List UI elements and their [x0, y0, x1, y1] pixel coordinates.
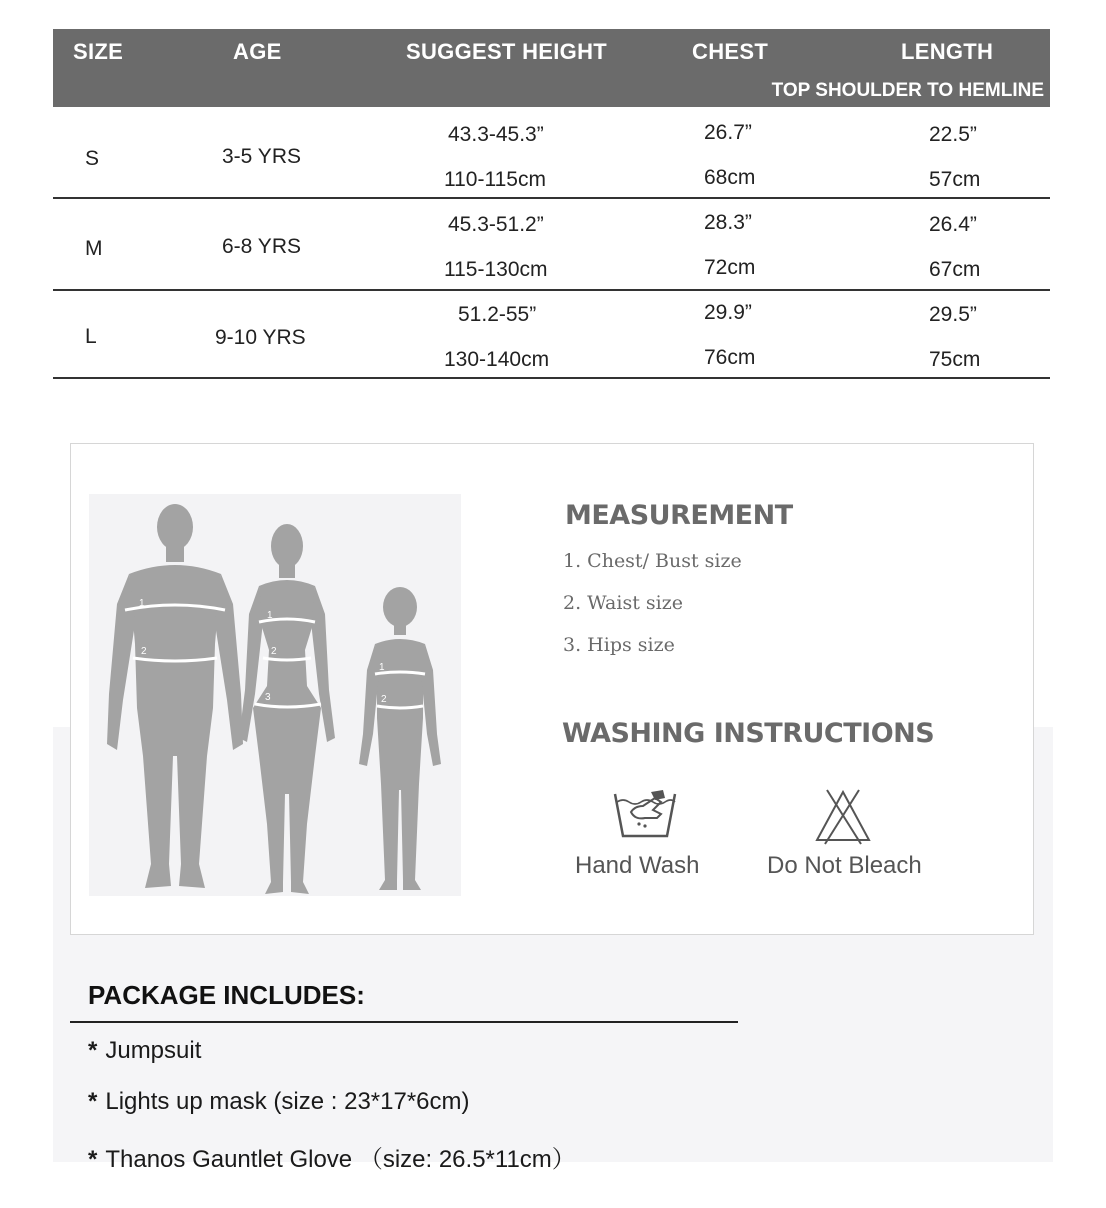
- package-title: PACKAGE INCLUDES:: [88, 980, 365, 1010]
- no-bleach-icon: [813, 788, 873, 846]
- man-figure: [107, 504, 243, 888]
- bullet-star: *: [88, 1146, 98, 1173]
- header-size: SIZE: [73, 39, 124, 64]
- measurement-item-hips: 3. Hips size: [563, 634, 675, 656]
- mark-woman-3: 3: [265, 692, 271, 703]
- woman-figure: [239, 524, 335, 894]
- mark-woman-1: 1: [267, 610, 273, 621]
- cell-age: 9-10 YRS: [215, 326, 306, 349]
- cell-chest-cm: 76cm: [704, 346, 756, 369]
- mark-child-2: 2: [381, 694, 387, 705]
- measurement-title: MEASUREMENT: [565, 500, 793, 531]
- table-row: [53, 291, 1050, 379]
- cell-age: 6-8 YRS: [222, 235, 301, 258]
- cell-height-in: 51.2-55”: [458, 303, 537, 326]
- cell-length-cm: 75cm: [929, 348, 981, 371]
- mark-man-2: 2: [141, 646, 147, 657]
- package-item-text: Jumpsuit: [105, 1037, 202, 1064]
- cell-length-in: 22.5”: [929, 123, 977, 146]
- cell-size: M: [85, 237, 103, 260]
- cell-height-cm: 110-115cm: [444, 168, 546, 191]
- cell-size: L: [85, 325, 97, 348]
- cell-height-in: 43.3-45.3”: [448, 123, 544, 146]
- mark-woman-2: 2: [271, 646, 277, 657]
- measurement-item-waist: 2. Waist size: [563, 592, 683, 614]
- package-divider: [70, 1021, 738, 1023]
- cell-height-cm: 115-130cm: [444, 258, 548, 281]
- washing-title: WASHING INSTRUCTIONS: [562, 718, 935, 749]
- table-row: [53, 107, 1050, 199]
- mark-child-1: 1: [379, 662, 385, 673]
- cell-height-cm: 130-140cm: [444, 348, 550, 371]
- hand-wash-icon: [611, 788, 679, 840]
- cell-size: S: [85, 147, 100, 170]
- body-figures: [89, 494, 461, 896]
- measurement-panel: [70, 443, 1034, 935]
- size-chart-table: [53, 29, 1050, 379]
- cell-length-in: 26.4”: [929, 213, 977, 236]
- cell-chest-cm: 72cm: [704, 256, 756, 279]
- measurement-item-chest: 1. Chest/ Bust size: [563, 550, 742, 572]
- mark-man-1: 1: [139, 598, 145, 609]
- no-bleach-label: Do Not Bleach: [767, 852, 922, 879]
- cell-length-cm: 57cm: [929, 168, 981, 191]
- package-item: [88, 1139, 576, 1174]
- table-row: [53, 199, 1050, 291]
- cell-age: 3-5 YRS: [222, 145, 301, 168]
- cell-length-in: 29.5”: [929, 303, 977, 326]
- cell-length-cm: 67cm: [929, 258, 981, 281]
- cell-chest-cm: 68cm: [704, 166, 756, 189]
- header-age: AGE: [233, 39, 282, 64]
- table-header: [53, 29, 1050, 107]
- header-length-sub: TOP SHOULDER TO HEMLINE: [771, 80, 1044, 101]
- child-figure: [359, 587, 441, 890]
- package-item: [88, 1088, 470, 1116]
- cell-chest-in: 26.7”: [704, 121, 752, 144]
- bullet-star: *: [88, 1037, 98, 1064]
- package-item: [88, 1037, 201, 1065]
- body-silhouettes-illustration: [89, 494, 461, 896]
- cell-chest-in: 28.3”: [704, 211, 752, 234]
- package-item-text: Thanos Gauntlet Glove （size: 26.5*11cm）: [105, 1146, 576, 1173]
- package-item-text: Lights up mask (size : 23*17*6cm): [105, 1088, 470, 1115]
- hand-wash-label: Hand Wash: [575, 852, 700, 879]
- header-chest: CHEST: [692, 39, 769, 64]
- header-suggest-height: SUGGEST HEIGHT: [406, 39, 607, 64]
- cell-height-in: 45.3-51.2”: [448, 213, 544, 236]
- bullet-star: *: [88, 1088, 98, 1115]
- cell-chest-in: 29.9”: [704, 301, 752, 324]
- header-length: LENGTH: [901, 39, 994, 64]
